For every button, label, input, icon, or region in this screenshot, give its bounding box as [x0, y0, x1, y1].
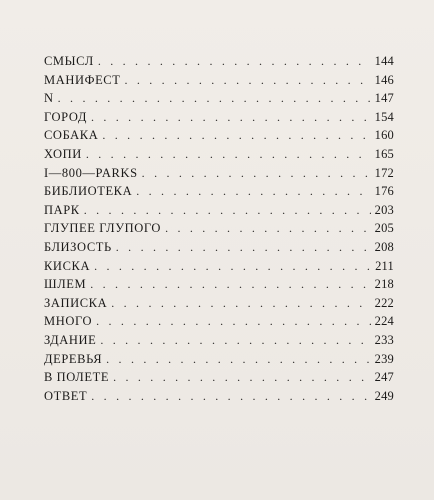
toc-entry [44, 389, 394, 408]
toc-entry [44, 370, 394, 389]
toc-entry [44, 203, 394, 222]
entry-title: ГОРОД [44, 109, 87, 124]
dot-leader [94, 259, 371, 274]
toc-entry [44, 166, 394, 185]
entry-title: ХОПИ [44, 146, 82, 161]
toc-entry [44, 333, 394, 352]
entry-title: БЛИЗОСТЬ [44, 239, 112, 254]
dot-leader [136, 184, 370, 199]
toc-entry [44, 128, 394, 147]
entry-title: ГЛУПЕЕ ГЛУПОГО [44, 221, 162, 236]
dot-leader [91, 110, 371, 125]
toc-entry [44, 352, 394, 371]
entry-title: ЗАПИСКА [44, 295, 108, 310]
toc-entry [44, 259, 394, 278]
table-of-contents [44, 54, 394, 407]
entry-page-number: 211 [375, 258, 394, 273]
entry-page-number: 247 [374, 370, 394, 385]
entry-title: I—800—PARKS [44, 165, 138, 180]
entry-page-number: 165 [374, 146, 394, 161]
entry-title: ЗДАНИЕ [44, 332, 97, 347]
entry-page-number: 205 [374, 221, 394, 236]
dot-leader [102, 128, 370, 143]
toc-entry [44, 110, 394, 129]
entry-title: В ПОЛЕТЕ [44, 370, 110, 385]
dot-leader [142, 166, 371, 181]
entry-page-number: 154 [374, 109, 394, 124]
entry-title: КИСКА [44, 258, 91, 273]
entry-title: ОТВЕТ [44, 388, 88, 403]
toc-entry [44, 147, 394, 166]
dot-leader [86, 147, 371, 162]
entry-page-number: 208 [374, 239, 394, 254]
entry-page-number: 172 [374, 165, 394, 180]
toc-entry [44, 184, 394, 203]
dot-leader [90, 277, 370, 292]
entry-page-number: 249 [374, 388, 394, 403]
dot-leader [165, 221, 371, 236]
dot-leader [106, 352, 371, 367]
dot-leader [91, 389, 370, 404]
entry-page-number: 203 [374, 202, 394, 217]
dot-leader [98, 54, 371, 69]
entry-title: БИБЛИОТЕКА [44, 184, 133, 199]
entry-title: СОБАКА [44, 128, 99, 143]
entry-page-number: 176 [374, 184, 394, 199]
entry-page-number: 218 [374, 277, 394, 292]
dot-leader [96, 314, 371, 329]
entry-page-number: 160 [374, 128, 394, 143]
dot-leader [84, 203, 371, 218]
dot-leader [113, 370, 371, 385]
entry-page-number: 239 [374, 351, 394, 366]
dot-leader [100, 333, 370, 348]
entry-title: СМЫСЛ [44, 54, 94, 68]
entry-title: ПАРК [44, 202, 80, 217]
dot-leader [111, 296, 370, 311]
entry-page-number: 147 [374, 91, 394, 106]
dot-leader [124, 73, 370, 88]
toc-entry [44, 277, 394, 296]
toc-entry [44, 91, 394, 110]
dot-leader [58, 91, 371, 106]
entry-page-number: 144 [374, 54, 394, 68]
entry-title: ДЕРЕВЬЯ [44, 351, 103, 366]
entry-title: МАНИФЕСТ [44, 72, 121, 87]
entry-page-number: 233 [374, 332, 394, 347]
toc-entry [44, 54, 394, 73]
entry-page-number: 224 [374, 314, 394, 329]
toc-entry [44, 240, 394, 259]
entry-page-number: 146 [374, 72, 394, 87]
entry-title: ШЛЕМ [44, 277, 87, 292]
toc-entry [44, 221, 394, 240]
toc-entry [44, 73, 394, 92]
entry-title: МНОГО [44, 314, 93, 329]
entry-title: N [44, 91, 54, 106]
dot-leader [116, 240, 371, 255]
toc-entry [44, 314, 394, 333]
entry-page-number: 222 [374, 295, 394, 310]
toc-entry [44, 296, 394, 315]
